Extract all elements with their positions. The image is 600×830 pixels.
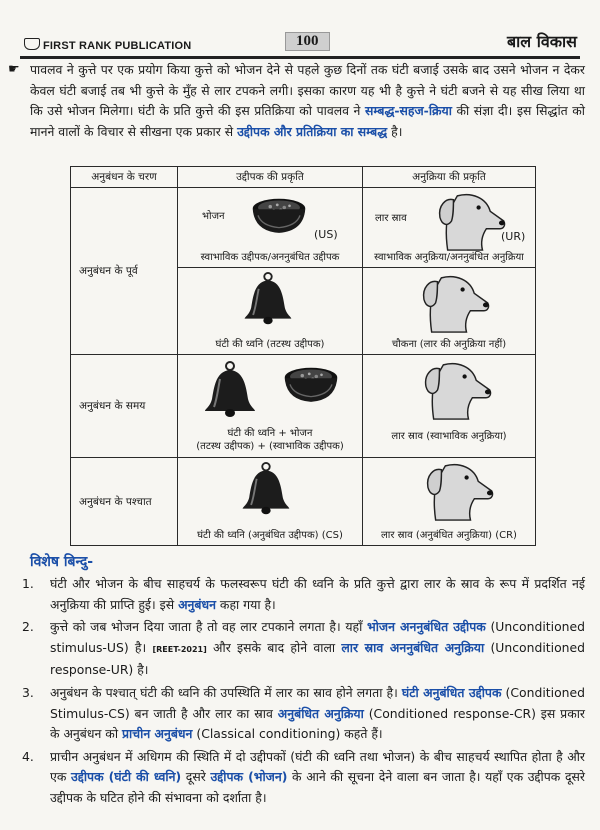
dog-icon <box>415 462 495 522</box>
table-row <box>71 458 536 546</box>
publisher-name: FIRST RANK PUBLICATION <box>24 38 191 52</box>
section-title: बाल विकास <box>507 32 577 51</box>
stage-before: अनुबंधन के पूर्व <box>71 188 178 355</box>
bell-icon <box>238 462 294 518</box>
response-caption: स्वाभाविक अनुक्रिया/अननुबंधित अनुक्रिया <box>374 252 524 263</box>
bell-icon <box>200 361 260 421</box>
list-item: 3. अनुबंधन के पश्चात् घंटी की ध्वनि की उपस्थिति में लार का स्राव होने लगता है। घंटी अनुबंधित उद्दीपक (Conditioned Stimulus-CS) बन जाती है और लार का स्राव अनुबंधित अनुक्रिया (Conditioned response-CR) इस प्रकार के अनुबंधन को प्राचीन अनुबंधन (Classical conditioning) कहते हैं। <box>22 684 586 742</box>
highlight-term: अनुबंधित अनुक्रिया <box>277 705 364 721</box>
dog-icon <box>427 192 507 252</box>
highlight-term: प्राचीन अनुबंधन <box>121 726 193 742</box>
header-rule <box>20 56 580 59</box>
stage-during: अनुबंधन के समय <box>71 355 178 458</box>
ur-label: (UR) <box>501 230 526 243</box>
column-header: अनुबंधन के चरण <box>71 167 178 188</box>
pointing-hand-icon: ☛ <box>8 62 20 77</box>
conditioning-table <box>70 166 536 546</box>
list-item: 2. कुत्ते को जब भोजन दिया जाता है तो वह लार टपकाने लगता है। यहाँ भोजन अननुबंधित उद्दीपक (Unconditioned stimulus-US) है। [REET-2021] और इसके बाद होने वाला लार स्राव अननुबंधित अनुक्रिया (Unconditioned response-UR) है। <box>22 619 585 678</box>
list-item: 1. घंटी और भोजन के बीच साहचर्य के फलस्वरूप घंटी की ध्वनि के प्रति कुत्ते द्वारा लार के स्राव के रूप में प्रदर्शित नई अनुक्रिया की प्राप्ति हुई। इसे अनुबंधन कहा गया है। <box>22 576 585 612</box>
bell-icon <box>240 272 296 328</box>
stimulus-caption: स्वाभाविक उद्दीपक/अननुबंधित उद्दीपक <box>200 252 340 263</box>
stimulus-cell <box>178 355 363 458</box>
intro-paragraph: ☛ पावलव ने कुत्ते पर एक प्रयोग किया कुत्ते को भोजन देने से पहले कुछ दिनों तक घंटी बजाई उसके बाद उसने भोजन न देकर केवल घंटी बजाई तब भी कुत्ते के मुँह से लार टपकने लगी। इसका कारण यह भी है कुत्ते ने घंटी बजने से यह सीख लिया था कि उसे भोजन मिलेगा। घंटी के प्रति कुत्ते की इस प्रतिक्रिया को पावलव ने सम्बद्ध-सहज-क्रिया की संज्ञा दी। इस सिद्धांत को मानने वालों के विचार से सीखना एक प्रकार से उद्दीपक और प्रतिक्रिया का सम्बद्ध है। <box>8 62 586 139</box>
highlight-term: लार स्राव अननुबंधित अनुक्रिया <box>341 639 485 655</box>
response-cell <box>363 355 536 458</box>
publisher-logo-icon <box>24 38 40 50</box>
food-bowl-icon <box>244 194 314 242</box>
response-caption: चौकना (लार की अनुक्रिया नहीं) <box>391 339 507 350</box>
stimulus-caption: घंटी की ध्वनि + भोजन (तटस्थ उद्दीपक) + (स्वाभाविक उद्दीपक) <box>196 428 344 452</box>
highlight-term: सम्बद्ध-सहज-क्रिया <box>365 103 452 118</box>
response-caption: लार स्राव (अनुबंधित अनुक्रिया) (CR) <box>381 530 517 541</box>
stimulus-caption: घंटी की ध्वनि (अनुबंधित उद्दीपक) (CS) <box>197 530 343 541</box>
response-cell <box>363 458 536 546</box>
us-label: (US) <box>314 228 338 241</box>
highlight-term: घंटी अनुबंधित उद्दीपक <box>401 684 502 700</box>
table-row <box>71 188 536 268</box>
highlight-term: उद्दीपक (घंटी की ध्वनि) <box>71 769 182 785</box>
column-header: अनुक्रिया की प्रकृति <box>363 167 536 188</box>
page-header <box>20 32 585 54</box>
stimulus-cell <box>178 268 363 355</box>
highlight-term: उद्दीपक (भोजन) <box>210 769 288 785</box>
highlight-term: भोजन अननुबंधित उद्दीपक <box>366 619 486 635</box>
saliva-label: लार स्राव <box>375 213 407 224</box>
special-points-heading: विशेष बिन्दु- <box>30 554 94 570</box>
special-points-list <box>20 574 585 811</box>
stimulus-caption: घंटी की ध्वनि (तटस्थ उद्दीपक) <box>215 339 325 350</box>
dog-icon <box>411 274 491 334</box>
food-label: भोजन <box>202 211 225 222</box>
stimulus-cell <box>178 458 363 546</box>
stage-after: अनुबंधन के पश्चात <box>71 458 178 546</box>
table-row <box>71 355 536 458</box>
response-cell <box>363 188 536 268</box>
stimulus-cell <box>178 188 363 268</box>
dog-icon <box>413 361 493 421</box>
highlight-term: अनुबंधन <box>178 596 216 612</box>
response-cell <box>363 268 536 355</box>
table-header-row <box>71 167 536 188</box>
response-caption: लार स्राव (स्वाभाविक अनुक्रिया) <box>391 431 507 442</box>
highlight-term: उद्दीपक और प्रतिक्रिया का सम्बद्ध <box>237 123 388 139</box>
exam-tag: [REET-2021] <box>152 644 207 654</box>
column-header: उद्दीपक की प्रकृति <box>178 167 363 188</box>
page-number: 100 <box>285 32 330 51</box>
food-bowl-icon <box>276 363 346 411</box>
list-item: 4. प्राचीन अनुबंधन में अधिगम की स्थिति में दो उद्दीपकों (घंटी की ध्वनि तथा भोजन) के बीच साहचर्य स्थापित होता है और एक उद्दीपक (घंटी की ध्वनि) दूसरे उद्दीपक (भोजन) के आने की सूचना देने वाला बन जाता है। यहाँ एक उद्दीपक दूसरे उद्दीपक के घटित होने की संभावना को दर्शाता है। <box>22 748 586 805</box>
